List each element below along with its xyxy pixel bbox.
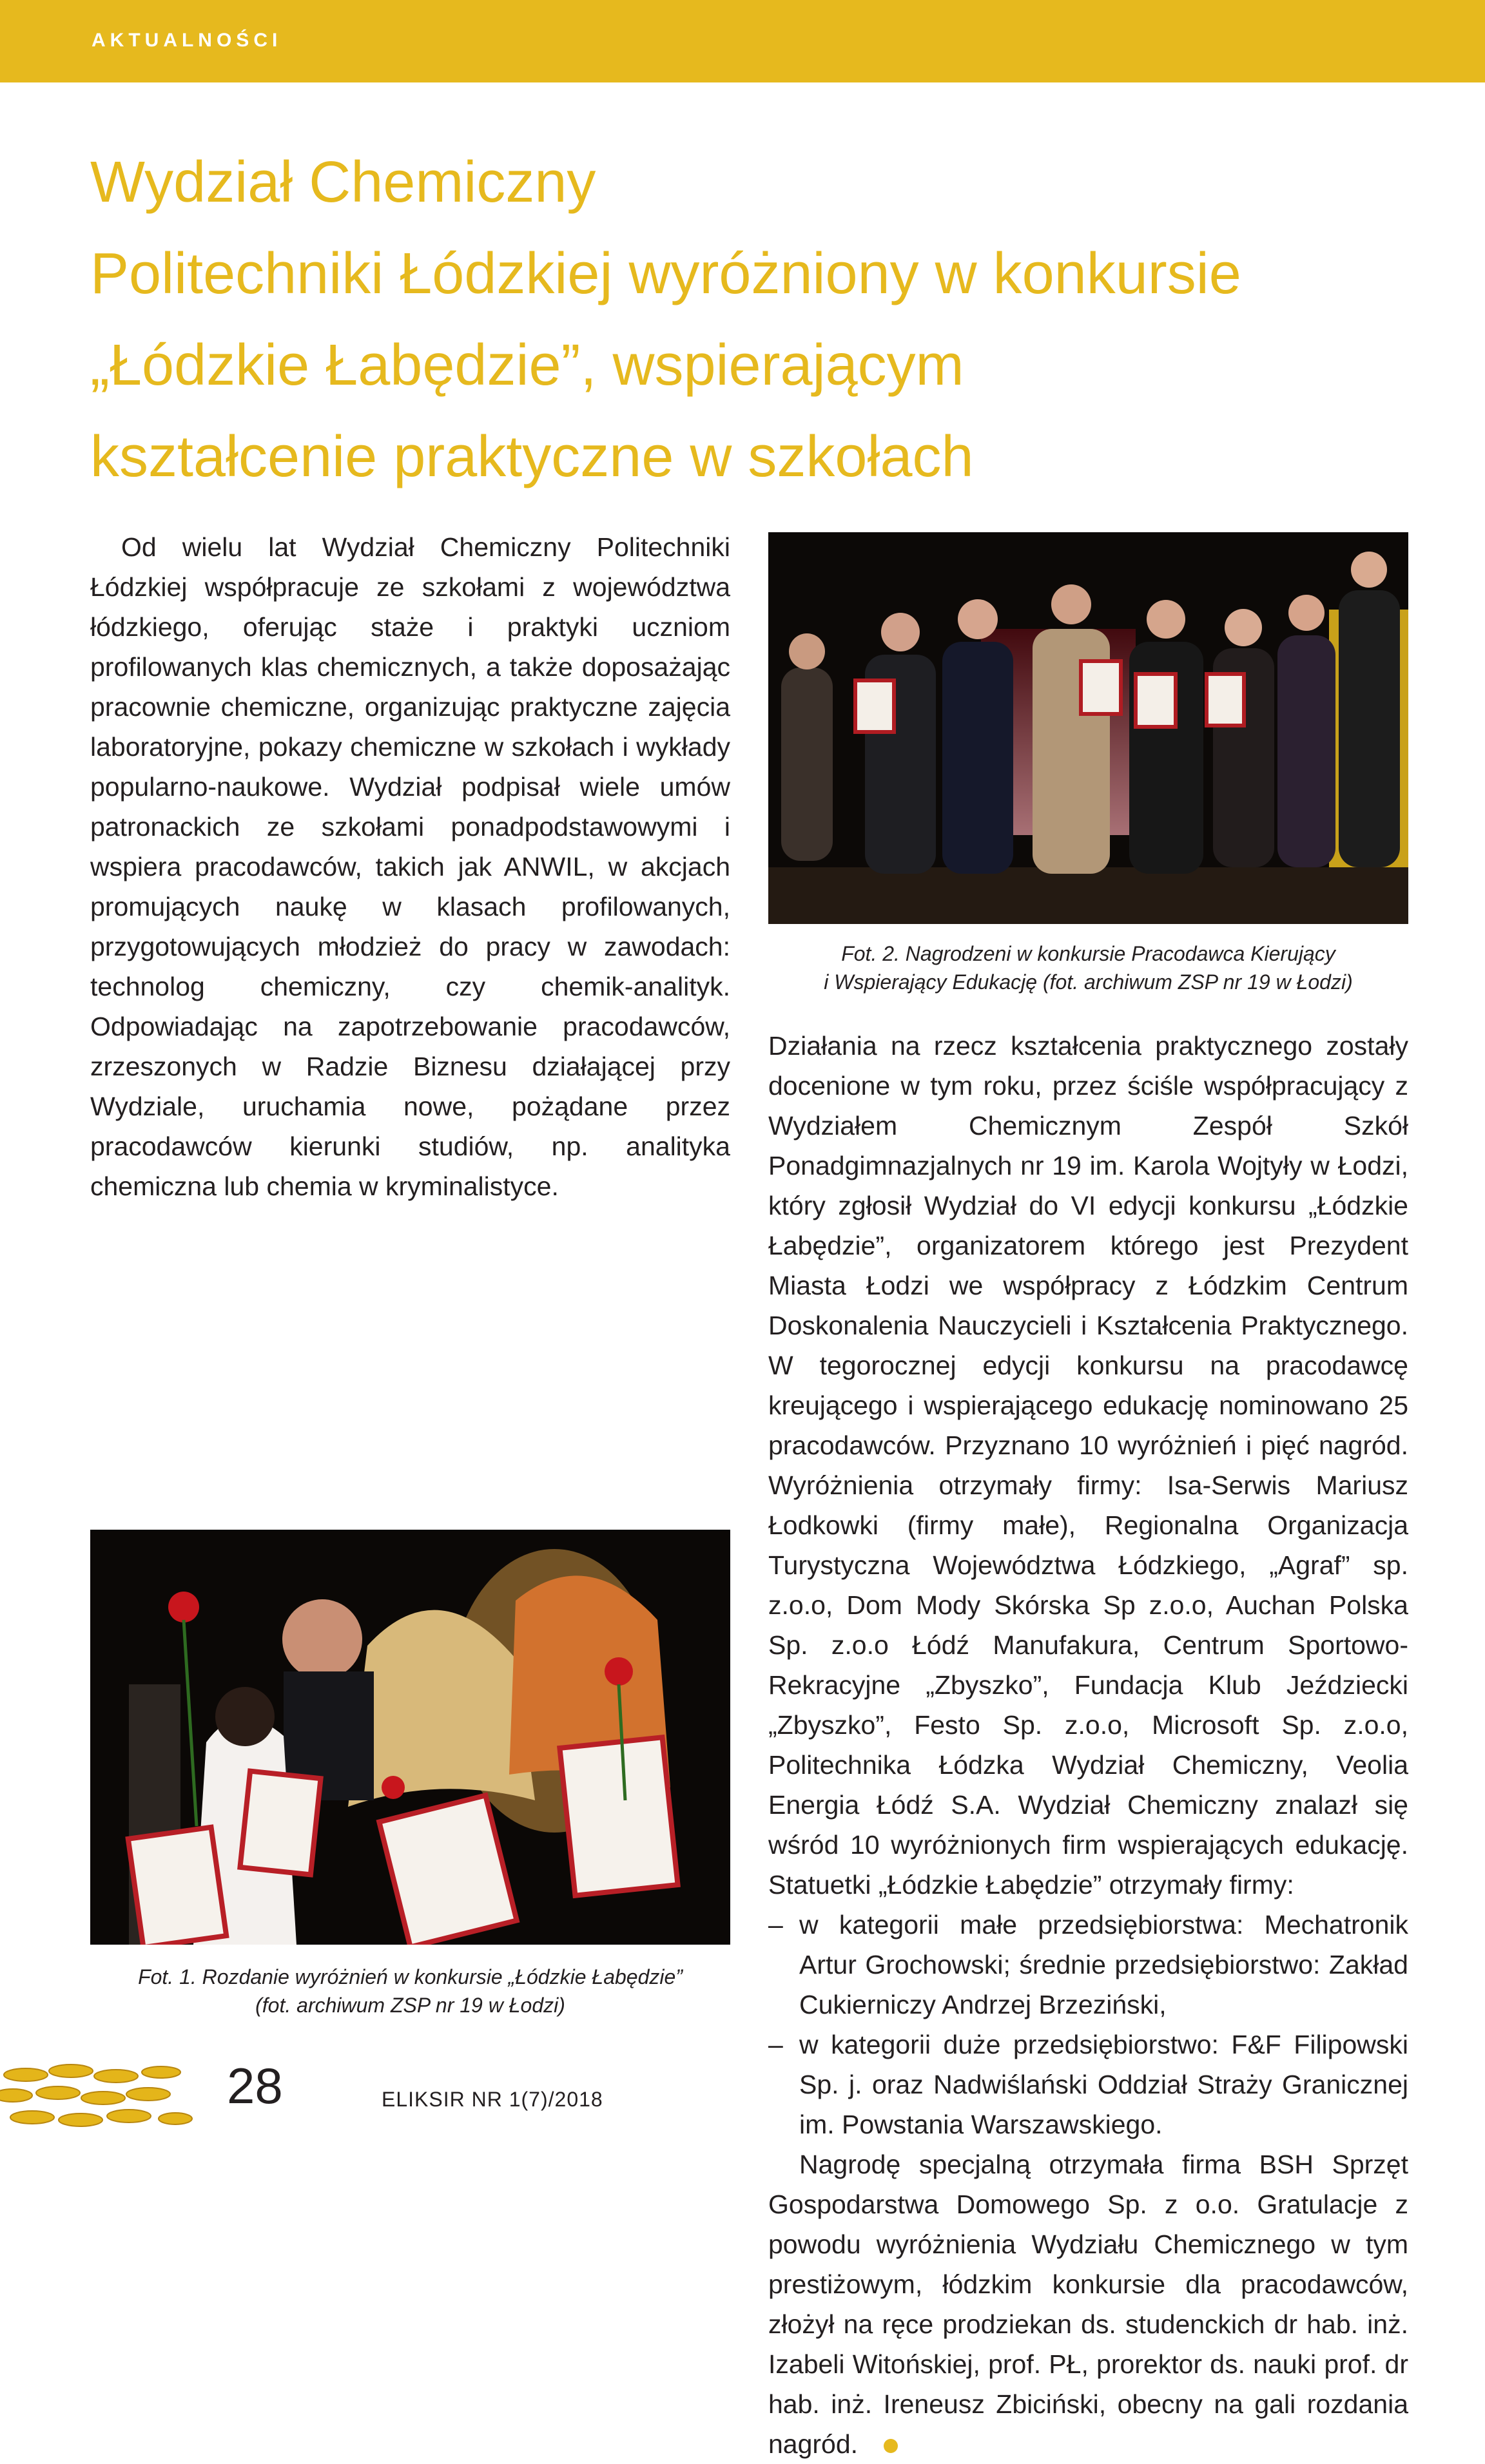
caption-fot-1 xyxy=(90,1963,730,2019)
end-of-article-dot-icon xyxy=(884,2439,898,2453)
caption-fot-2 xyxy=(768,939,1408,996)
decorative-pills-corner xyxy=(0,2062,193,2132)
photo-award-winners xyxy=(768,532,1408,924)
journal-issue: ELIKSIR NR 1(7)/2018 xyxy=(382,2088,603,2111)
paragraph-3 xyxy=(768,2144,1408,2464)
paragraph-1: Od wielu lat Wydział Chemiczny Politechniki Łódzkiej współpracuje ze szkołami z województwa łódzkiego, oferując staże i praktyki uczniom profilowanych klas chemicznych, a także doposażając pracownie chemiczne, organizując praktyczne zajęcia laboratoryjne, pokazy chemiczne w szkołach i wykłady popularno-naukowe. Wydział podpisał wiele umów patronackich ze szkołami ponadpodstawowymi i wspiera pracodawców, takich jak ANWIL, w akcjach promujących naukę w klasach profilowanych, przygotowujących młodzież do pracy w zawodach: technolog chemiczny, czy chemik-analityk. Odpowiadając na zapotrzebowanie pracodawców, zrzeszonych w Radzie Biznesu działającej przy Wydziale, uruchamia nowe, pożądane przez pracodawców kierunki studiów, np. analityka chemiczna lub chemia w kryminalistyce. xyxy=(90,532,730,1201)
caption-fot-1-line-2: (fot. archiwum ZSP nr 19 w Łodzi) xyxy=(255,1994,565,2017)
title-line-4: kształcenie praktyczne w szkołach xyxy=(90,425,974,489)
title-line-3: „Łódzkie Łabędzie”, wspierającym xyxy=(90,333,964,398)
photo-award-ceremony xyxy=(90,1530,730,1945)
dash-bullet: – xyxy=(768,1910,783,1939)
caption-fot-2-line-1: Fot. 2. Nagrodzeni w konkursie Pracodawca Kierujący xyxy=(841,942,1335,965)
award-winners-image xyxy=(768,532,1408,924)
section-label: AKTUALNOŚCI xyxy=(92,30,282,51)
paragraph-3-text: Nagrodę specjalną otrzymała firma BSH Sprzęt Gospodarstwa Domowego Sp. z o.o. Gratulacje z powodu wyróżnienia Wydziału Chemicznego w tym prestiżowym, łódzkim konkursie dla pracodawców, złożył na ręce prodziekan ds. studenckich dr hab. inż. Izabeli Witońskiej, prof. PŁ, prorektor ds. nauki prof. dr hab. inż. Ireneusz Zbiciński, obecny na gali rozdania nagród. xyxy=(768,2150,1408,2459)
article-title xyxy=(90,137,1405,503)
award-list xyxy=(768,1905,1408,2144)
award-list-item-text: w kategorii małe przedsiębiorstwa: Mechatronik Artur Grochowski; średnie przedsiębiorstwo: Zakład Cukierniczy Andrzej Brzeziński, xyxy=(799,1910,1408,2019)
right-column xyxy=(768,1026,1408,2464)
page-number: 28 xyxy=(227,2057,283,2114)
caption-fot-2-line-2: i Wspierający Edukację (fot. archiwum ZSP nr 19 w Łodzi) xyxy=(824,970,1353,994)
award-list-item xyxy=(768,2025,1408,2144)
left-column xyxy=(90,527,730,1206)
title-line-2: Politechniki Łódzkiej wyróżniony w konkursie xyxy=(90,242,1241,306)
paragraph-2: Działania na rzecz kształcenia praktycznego zostały docenione w tym roku, przez ściśle współpracujący z Wydziałem Chemicznym Zespół Szkół Ponadgimnazjalnych nr 19 im. Karola Wojtyły w Łodzi, który zgłosił Wydział do VI edycji konkursu „Łódzkie Łabędzie”, organizatorem którego jest Prezydent Miasta Łodzi we współpracy z Łódzkim Centrum Doskonalenia Nauczycieli i Kształcenia Praktycznego. W tegorocznej edycji konkursu na pracodawcę kreującego i wspierającego edukację nominowano 25 pracodawców. Przyznano 10 wyróżnień i pięć nagród. Wyróżnienia otrzymały firmy: Isa-Serwis Mariusz Łodkowki (firmy małe), Regionalna Organizacja Turystyczna Województwa Łódzkiego, „Agraf” sp. z.o.o, Dom Mody Skórska Sp z.o.o, Auchan Polska Sp. z.o.o Łódź Manufakura, Centrum Sportowo-Rekracyjne „Zbyszko”, Fundacja Klub Jeździecki „Zbyszko”, Festo Sp. z.o.o, Microsoft Sp. z.o.o, Politechnika Łódzka Wydział Chemiczny, Veolia Energia Łódź S.A. Wydział Chemiczny znalazł się wśród 10 wyróżnionych firm wspierających edukację. Statuetki „Łódzkie Łabędzie” otrzymały firmy: xyxy=(768,1031,1408,1900)
award-ceremony-image xyxy=(90,1530,730,1945)
caption-fot-1-line-1: Fot. 1. Rozdanie wyróżnień w konkursie „Łódzkie Łabędzie” xyxy=(138,1965,683,1988)
award-list-item xyxy=(768,1905,1408,2025)
title-line-1: Wydział Chemiczny xyxy=(90,150,596,215)
dash-bullet: – xyxy=(768,2030,783,2059)
award-list-item-text: w kategorii duże przedsiębiorstwo: F&F Filipowski Sp. j. oraz Nadwiślański Oddział Straży Granicznej im. Powstania Warszawskiego. xyxy=(799,2030,1408,2139)
